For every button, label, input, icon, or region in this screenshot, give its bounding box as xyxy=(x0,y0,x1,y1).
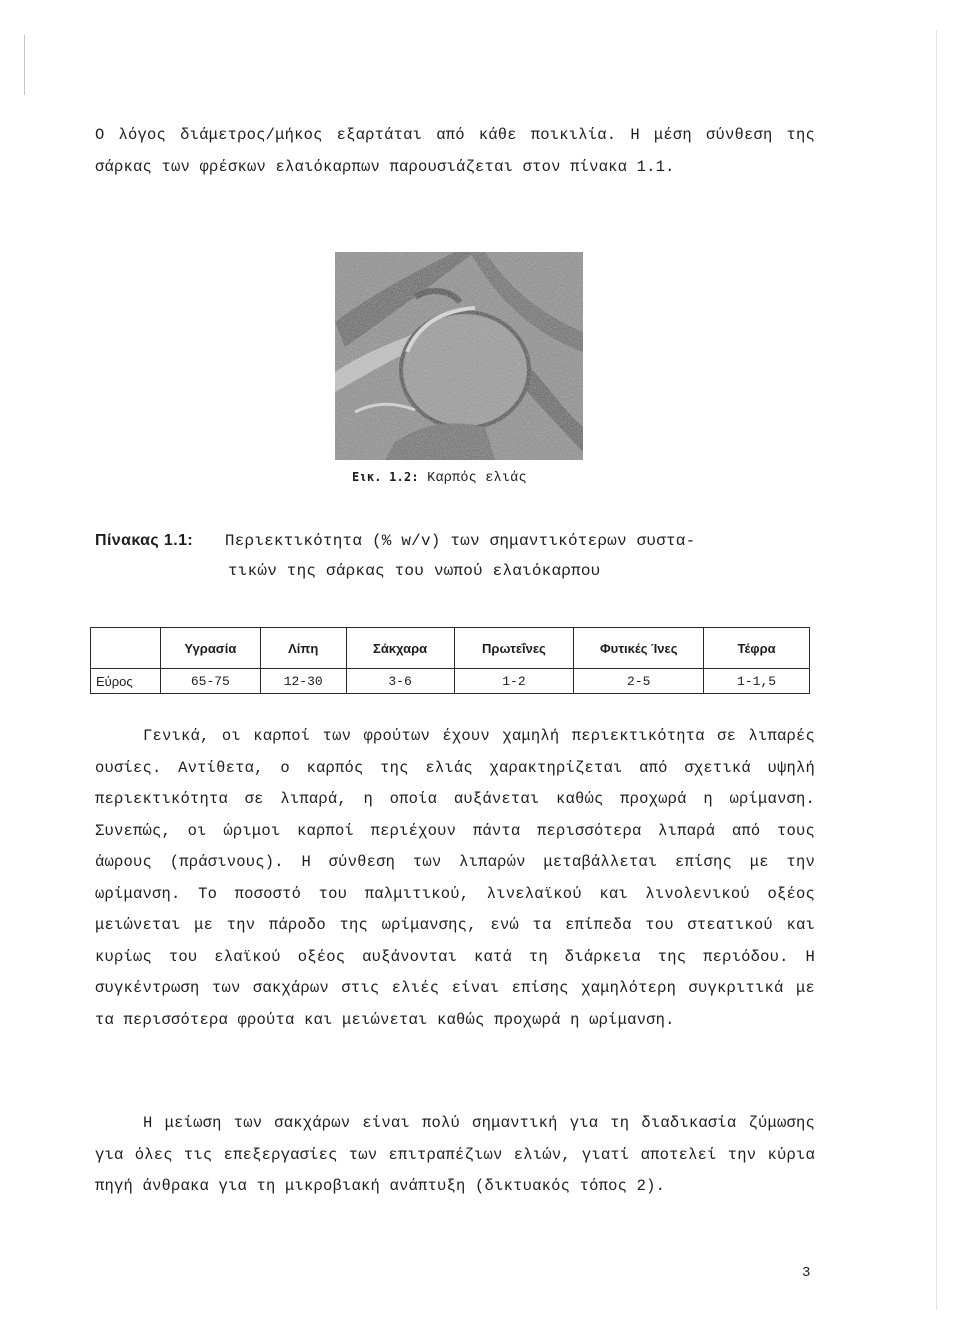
table-header-row xyxy=(91,628,810,669)
table-header-cell: Τέφρα xyxy=(704,628,810,669)
olive-fruit-image xyxy=(335,252,583,460)
table-header-cell: Φυτικές Ίνες xyxy=(574,628,704,669)
table-cell: 12-30 xyxy=(260,669,346,694)
olive-photo-illustration xyxy=(335,252,583,460)
figure-caption-text: Καρπός ελιάς xyxy=(427,471,527,486)
table-cell: 3-6 xyxy=(346,669,454,694)
figure-label: Εικ. 1.2: xyxy=(352,470,419,484)
scan-edge-right xyxy=(936,30,937,1310)
table-header-cell xyxy=(91,628,161,669)
table-cell: 1-1,5 xyxy=(704,669,810,694)
figure-caption xyxy=(352,470,527,486)
intro-paragraph: Ο λόγος διάμετρος/μήκος εξαρτάται από κάθε ποικιλία. Η μέση σύνθεση της σάρκας των φρέσκων ελαιόκαρπων παρουσιάζεται στον πίνακα 1.1. xyxy=(95,126,815,176)
page-number: 3 xyxy=(802,1265,811,1281)
table-cell: 2-5 xyxy=(574,669,704,694)
table-row xyxy=(91,669,810,694)
body-paragraph-sugars: Η μείωση των σακχάρων είναι πολύ σημαντική για τη διαδικασία ζύμωσης για όλες τις επεξεργασίες των επιτραπέζιων ελιών, γιατί αποτελεί την κύρια πηγή άνθρακα για τη μικροβιακή ανάπτυξη (δικτυακός τόπος 2). xyxy=(95,1114,815,1195)
composition-table xyxy=(90,627,810,694)
table-title xyxy=(95,525,696,580)
scan-edge-left xyxy=(24,35,25,95)
body-paragraph-lipids: Γενικά, οι καρποί των φρούτων έχουν χαμηλή περιεκτικότητα σε λιπαρές ουσίες. Αντίθετα, ο καρπός της ελιάς χαρακτηρίζεται από σχετικά υψηλή περιεκτικότητα σε λιπαρά, η οποία αυξάνεται καθώς προχωρά η ωρίμανση. Συνεπώς, οι ώριμοι καρποί περιέχουν πάντα περισσότερα λιπαρά από τους άωρους (πράσινους). Η σύνθεση των λιπαρών μεταβάλλεται επίσης με την ωρίμανση. Το ποσοστό του παλμιτικού, λινελαϊκού και λινολενικού οξέος μειώνεται με την πάροδο της ωρίμανσης, ενώ τα επίπεδα του στεατικού και κυρίως του ελαϊκού οξέος αυξάνονται κατά τη διάρκεια της περιόδου. Η συγκέντρωση των σακχάρων στις ελιές είναι επίσης χαμηλότερη συγκριτικά με τα περισσότερα φρούτα και μειώνεται καθώς προχωρά η ωρίμανση. xyxy=(95,727,815,1029)
table-header-cell: Λίπη xyxy=(260,628,346,669)
table-label: Πίνακας 1.1: xyxy=(95,532,194,549)
table-header-cell: Σάκχαρα xyxy=(346,628,454,669)
table-header-cell: Πρωτεΐνες xyxy=(454,628,574,669)
table-row-label: Εύρος xyxy=(91,669,161,694)
table-cell: 65-75 xyxy=(160,669,260,694)
table-cell: 1-2 xyxy=(454,669,574,694)
table-title-line1: Περιεκτικότητα (% w/v) των σημαντικότερων συστα- xyxy=(224,532,696,550)
table-title-line2: τικών της σάρκας του νωπού ελαιόκαρπου xyxy=(228,562,601,580)
table-header-cell: Υγρασία xyxy=(160,628,260,669)
